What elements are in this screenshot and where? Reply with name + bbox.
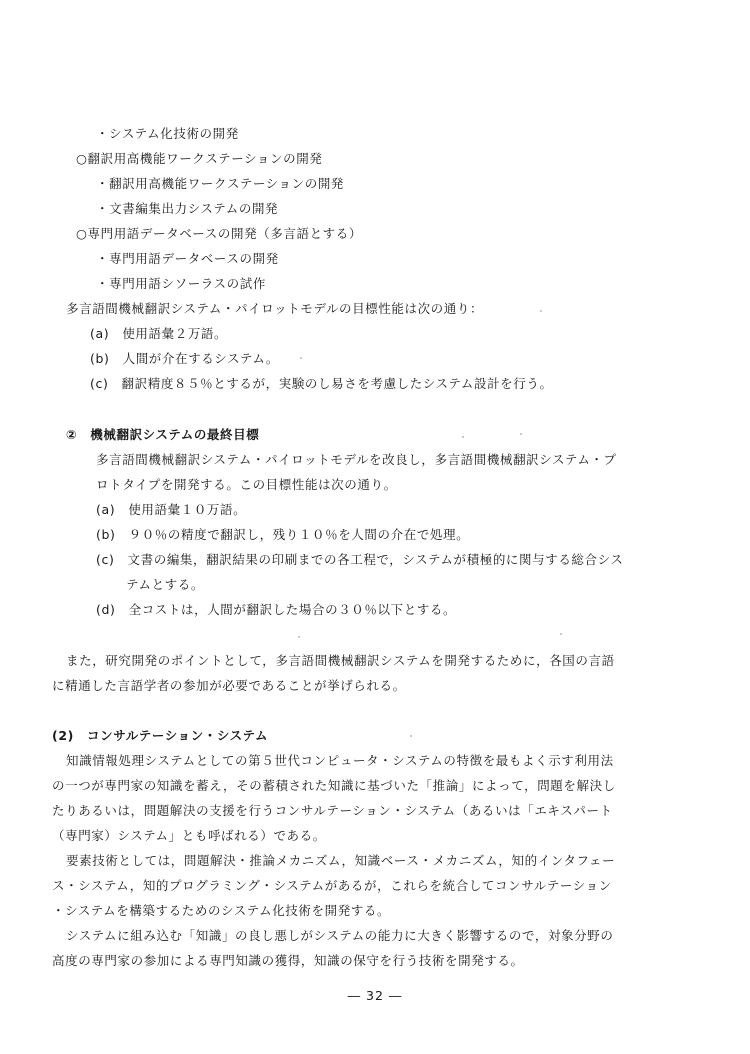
scan-speck [462, 436, 464, 438]
text-line: 知識情報処理システムとしての第５世代コンピュータ・システムの特徴を最もよく示す利用法 [66, 753, 614, 768]
text-line: 高度の専門家の参加による専門知識の獲得，知識の保守を行う技術を開発する。 [52, 953, 524, 968]
text-line: (b) ９０％の精度で翻訳し，残り１０％を人間の介在で処理。 [96, 527, 470, 542]
text-line: ○専門用語データベースの開発（多言語とする） [76, 226, 362, 241]
text-line: テムとする。 [126, 577, 204, 592]
text-line: (d) 全コストは，人間が翻訳した場合の３０％以下とする。 [96, 602, 457, 617]
section-heading: (2) コンサルテーション・システム [52, 728, 269, 743]
scan-speck [560, 633, 562, 635]
text-line: ロトタイプを開発する。この目標性能は次の通り。 [96, 477, 397, 492]
text-line: (c) 文書の編集，翻訳結果の印刷までの各工程で，システムが積極的に関与する総合シス [96, 552, 624, 567]
text-line: ・翻訳用高機能ワークステーションの開発 [96, 176, 345, 191]
text-line: 多言語間機械翻訳システム・パイロットモデルの目標性能は次の通り： [66, 301, 484, 316]
scan-speck [520, 433, 522, 435]
text-line: (b) 人間が介在するシステム。 [90, 351, 279, 366]
scan-speck [300, 357, 302, 359]
text-line: ・文書編集出力システムの開発 [96, 201, 279, 216]
text-line: ス・システム，知的プログラミング・システムがあるが，これらを統合してコンサルテーション [52, 878, 612, 893]
text-line: システムに組み込む「知識」の良し悪しがシステムの能力に大きく影響するので，対象分野の [66, 928, 614, 943]
text-line: (c) 翻訳精度８５％とするが，実験のし易さを考慮したシステム設計を行う。 [90, 376, 553, 391]
text-line: (a) 使用語彙１０万語。 [96, 502, 247, 517]
page-number: ― 32 ― [347, 988, 403, 1003]
text-line: に精通した言語学者の参加が必要であることが挙げられる。 [52, 678, 406, 693]
text-line: 要素技術としては，問題解決・推論メカニズム，知識ベース・メカニズム，知的インタフェー [66, 853, 616, 868]
text-line: ・システムを構築するためのシステム化技術を開発する。 [52, 903, 391, 918]
scan-speck [298, 636, 300, 638]
text-line: たりあるいは，問題解決の支援を行うコンサルテーション・システム（あるいは「エキスパート [52, 803, 613, 818]
text-line: 多言語間機械翻訳システム・パイロットモデルを改良し，多言語間機械翻訳システム・プ [96, 452, 617, 467]
text-line: また，研究開発のポイントとして，多言語間機械翻訳システムを開発するために，各国の言語 [66, 653, 615, 668]
text-line: ・専門用語シソーラスの試作 [96, 276, 266, 291]
text-line: ○翻訳用高機能ワークステーションの開発 [76, 151, 323, 166]
text-line: （専門家）システム」とも呼ばれる）である。 [52, 828, 326, 843]
text-line: (a) 使用語彙２万語。 [90, 326, 228, 341]
section-heading: ② 機械翻訳システムの最終目標 [66, 427, 260, 442]
scan-speck [540, 310, 542, 312]
text-line: ・専門用語データベースの開発 [96, 251, 279, 266]
text-line: の一つが専門家の知識を蓄え，その蓄積された知識に基づいた「推論」によって，問題を解決し [52, 778, 616, 793]
scan-speck [410, 735, 412, 737]
text-line: ・システム化技術の開発 [96, 126, 239, 141]
